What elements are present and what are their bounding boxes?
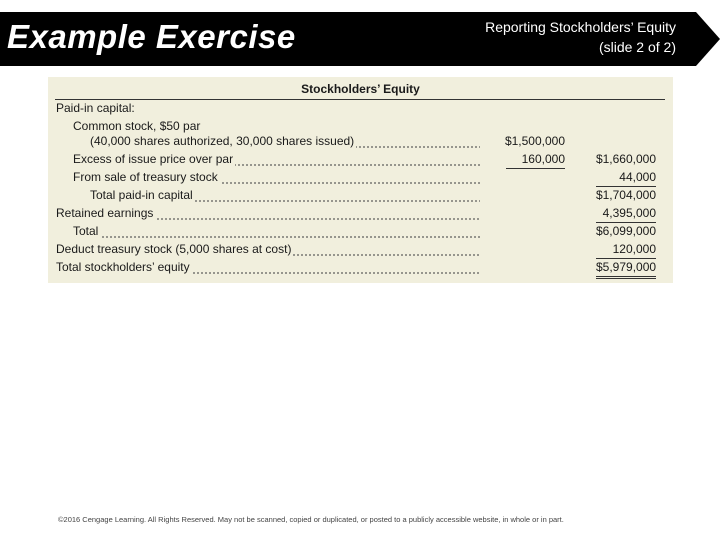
row-amount-col2: 4,395,000 [596,205,656,223]
slide-header [0,12,720,66]
slide-subtitle-line-1: Reporting Stockholders’ Equity [485,19,676,35]
row-label: Excess of issue price over par [73,151,480,168]
table-row [48,169,673,186]
row-label: Retained earnings [56,205,480,222]
table-row [48,223,673,240]
row-label: Common stock, $50 par [73,119,201,133]
row-label: Paid-in capital: [56,101,135,115]
row-label: Total [73,223,480,240]
row-amount-col2: $1,704,000 [595,188,656,202]
slide-title: Example Exercise [7,18,296,55]
row-amount-col1: $1,500,000 [504,134,565,148]
table-row [48,133,673,150]
row-amount-col2: $5,979,000 [596,259,656,279]
row-label: Total stockholders’ equity [56,259,480,276]
table-row [48,187,673,204]
slide-subtitle [376,17,676,57]
slide-subtitle-line-2: (slide 2 of 2) [598,39,676,55]
row-label: Deduct treasury stock (5,000 shares at cost) [56,241,480,258]
table-row [48,259,673,276]
table-row [48,100,673,117]
copyright-footer: ©2016 Cengage Learning. All Rights Reserved. May not be scanned, copied or duplicated, or posted to a publicly accessible website, in whole or in part. [58,515,564,524]
table-row [48,151,673,168]
row-amount-col2: $1,660,000 [595,152,656,166]
stockholders-equity-table [48,77,673,283]
row-amount-col1: 160,000 [506,151,565,169]
row-amount-col2: $6,099,000 [595,224,656,238]
row-label: Total paid-in capital [90,187,480,204]
row-label: (40,000 shares authorized, 30,000 shares issued) [90,133,480,150]
table-heading: Stockholders’ Equity [301,82,420,96]
row-label: From sale of treasury stock [73,169,480,186]
row-amount-col2: 44,000 [596,169,656,187]
table-row [48,205,673,222]
table-row [48,241,673,258]
row-amount-col2: 120,000 [596,241,656,259]
